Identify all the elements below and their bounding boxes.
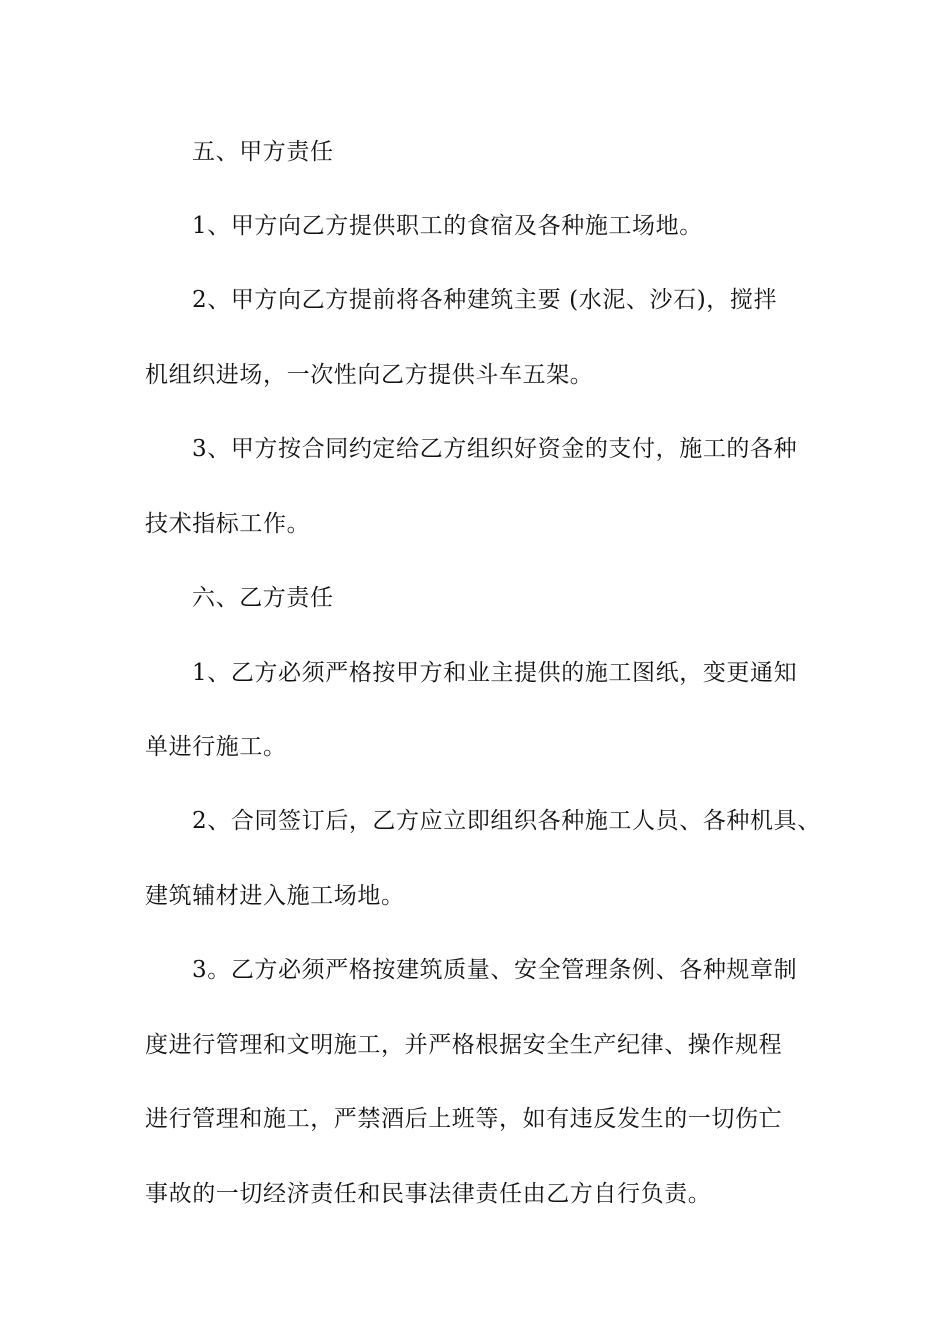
section-heading-party-a: 五、甲方责任 [192, 139, 334, 165]
paragraph-line: 技术指标工作。 [145, 511, 311, 537]
paragraph-line: 单进行施工。 [145, 734, 287, 760]
paragraph-line: 1、甲方向乙方提供职工的食宿及各种施工场地。 [192, 213, 703, 239]
paragraph-line: 2、合同签订后，乙方应立即组织各种施工人员、各种机具、 [192, 808, 821, 834]
paragraph-line: 3。乙方必须严格按建筑质量、安全管理条例、各种规章制 [192, 957, 798, 983]
paragraph-line: 机组织进场，一次性向乙方提供斗车五架。 [145, 362, 594, 388]
section-heading-party-b: 六、乙方责任 [192, 585, 334, 611]
paragraph-line: 2、甲方向乙方提前将各种建筑主要 (水泥、沙石)，搅拌 [192, 287, 778, 313]
paragraph-line: 进行管理和施工，严禁酒后上班等，如有违反发生的一切伤亡 [145, 1106, 783, 1132]
paragraph-line: 事故的一切经济责任和民事法律责任由乙方自行负责。 [145, 1181, 712, 1207]
paragraph-line: 1、乙方必须严格按甲方和业主提供的施工图纸，变更通知 [192, 660, 798, 686]
paragraph-line: 3、甲方按合同约定给乙方组织好资金的支付，施工的各种 [192, 436, 798, 462]
paragraph-line: 建筑辅材进入施工场地。 [145, 883, 405, 909]
paragraph-line: 度进行管理和文明施工，并严格根据安全生产纪律、操作规程 [145, 1032, 783, 1058]
